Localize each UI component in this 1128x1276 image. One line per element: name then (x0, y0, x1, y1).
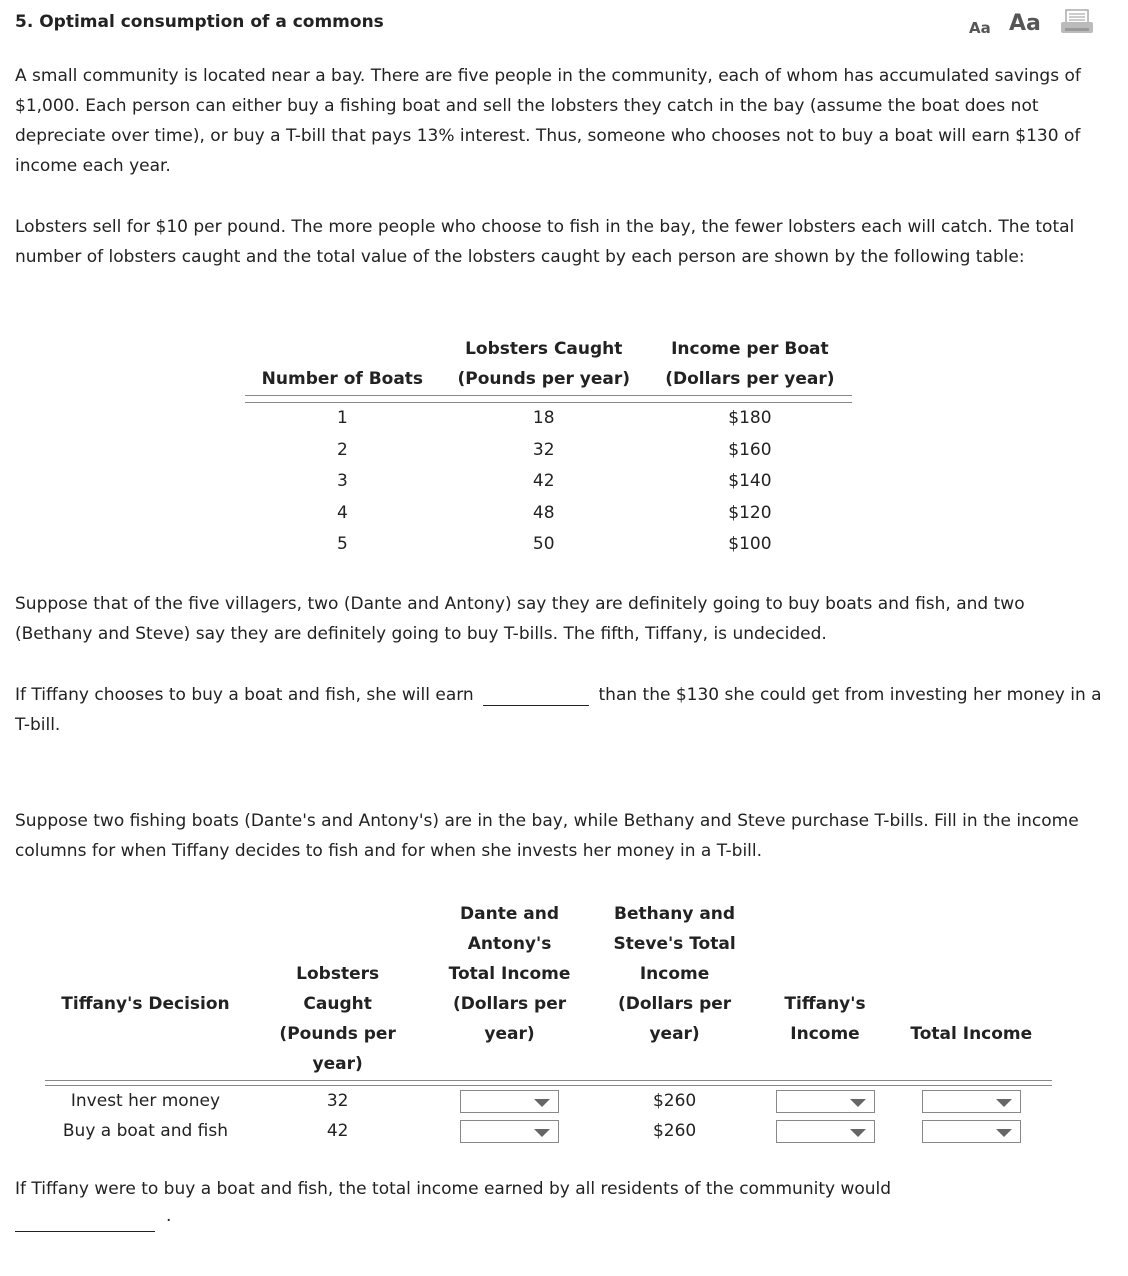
prices-paragraph: Lobsters sell for $10 per pound. The more people who choose to fish in the bay, the fewer lobsters each will catch. The total number of lobsters caught and the total value of the lobsters caught by each person are shown by the following table: (15, 217, 1075, 267)
question-1: If Tiffany chooses to buy a boat and fish, she will earn than the $130 she could get from investing her money in a T-bill. (15, 685, 1102, 735)
final-question: If Tiffany were to buy a boat and fish, the total income earned by all residents of the community would (15, 1179, 892, 1199)
intro-paragraph: A small community is located near a bay. There are five people in the community, each of whom has accumulated savings of $1,000. Each person can either buy a fishing boat and sell the lobsters they catch in the bay (assume the boat does not depreciate over time), or buy a T-bill that pays 13% interest. Thus, someone who chooses not to buy a boat will earn $130 of income each year. (15, 66, 1081, 176)
chevron-down-icon (850, 1129, 866, 1137)
page-title: 5. Optimal consumption of a commons (15, 12, 384, 32)
table2-header-da-income: Dante and Antony's Total Income (Dollars per year) (448, 904, 571, 1044)
tiffany-income-invest-select[interactable] (776, 1090, 875, 1113)
table-row: 5 50 $100 (336, 534, 772, 554)
tiffany-decision-table (45, 898, 1052, 1146)
table2-header-tiffany-income: Tiffany's Income (784, 994, 866, 1044)
total-income-invest-select[interactable] (922, 1090, 1021, 1113)
chevron-down-icon (534, 1129, 550, 1137)
table2-header-decision: Tiffany's Decision (61, 994, 230, 1014)
chevron-down-icon (850, 1099, 866, 1107)
table2-header-bs-income: Bethany and Steve's Total Income (Dollars per year) (613, 904, 736, 1044)
da-income-invest-select[interactable] (460, 1090, 559, 1113)
total-income-change-dropdown[interactable] (15, 1213, 155, 1232)
table-row: 3 42 $140 (336, 471, 772, 491)
tiffany-income-fish-select[interactable] (776, 1120, 875, 1143)
table-row: 2 32 $160 (336, 439, 772, 460)
lobster-income-table (245, 333, 852, 561)
table2-header-total-income: Total Income (910, 1024, 1033, 1044)
table-row: 1 18 $180 (336, 408, 772, 428)
table1-header-income: Income per Boat (Dollars per year) (665, 339, 835, 389)
increase-font-button[interactable]: Aa (1009, 11, 1041, 36)
chevron-down-icon (534, 1099, 550, 1107)
chevron-down-icon (996, 1129, 1012, 1137)
scenario-paragraph: Suppose that of the five villagers, two (Dante and Antony) say they are definitely going to buy boats and fish, and two (Bethany and Steve) say they are definitely going to buy T-bills. The fifth, Tiffany, is undecided. (15, 594, 1025, 644)
table2-header-lobsters: Lobsters Caught (Pounds per year) (279, 964, 396, 1074)
da-income-fish-select[interactable] (460, 1120, 559, 1143)
final-period: . (166, 1206, 172, 1226)
table-row: 4 48 $120 (336, 502, 772, 523)
table-row: Invest her money 32 $260 (45, 1086, 1052, 1117)
total-income-fish-select[interactable] (922, 1120, 1021, 1143)
table-row: Buy a boat and fish 42 $260 (45, 1116, 1052, 1146)
print-icon[interactable] (1060, 8, 1094, 36)
decrease-font-button[interactable]: Aa (969, 19, 991, 37)
chevron-down-icon (996, 1099, 1012, 1107)
table1-header-lobsters: Lobsters Caught (Pounds per year) (457, 339, 631, 389)
earnings-comparison-dropdown[interactable] (483, 685, 589, 706)
fill-in-instructions: Suppose two fishing boats (Dante's and Antony's) are in the bay, while Bethany and Steve purchase T-bills. Fill in the income columns for when Tiffany decides to fish and for when she invests her money in a T-bill. (15, 811, 1079, 861)
table1-header-boats: Number of Boats (261, 369, 424, 389)
